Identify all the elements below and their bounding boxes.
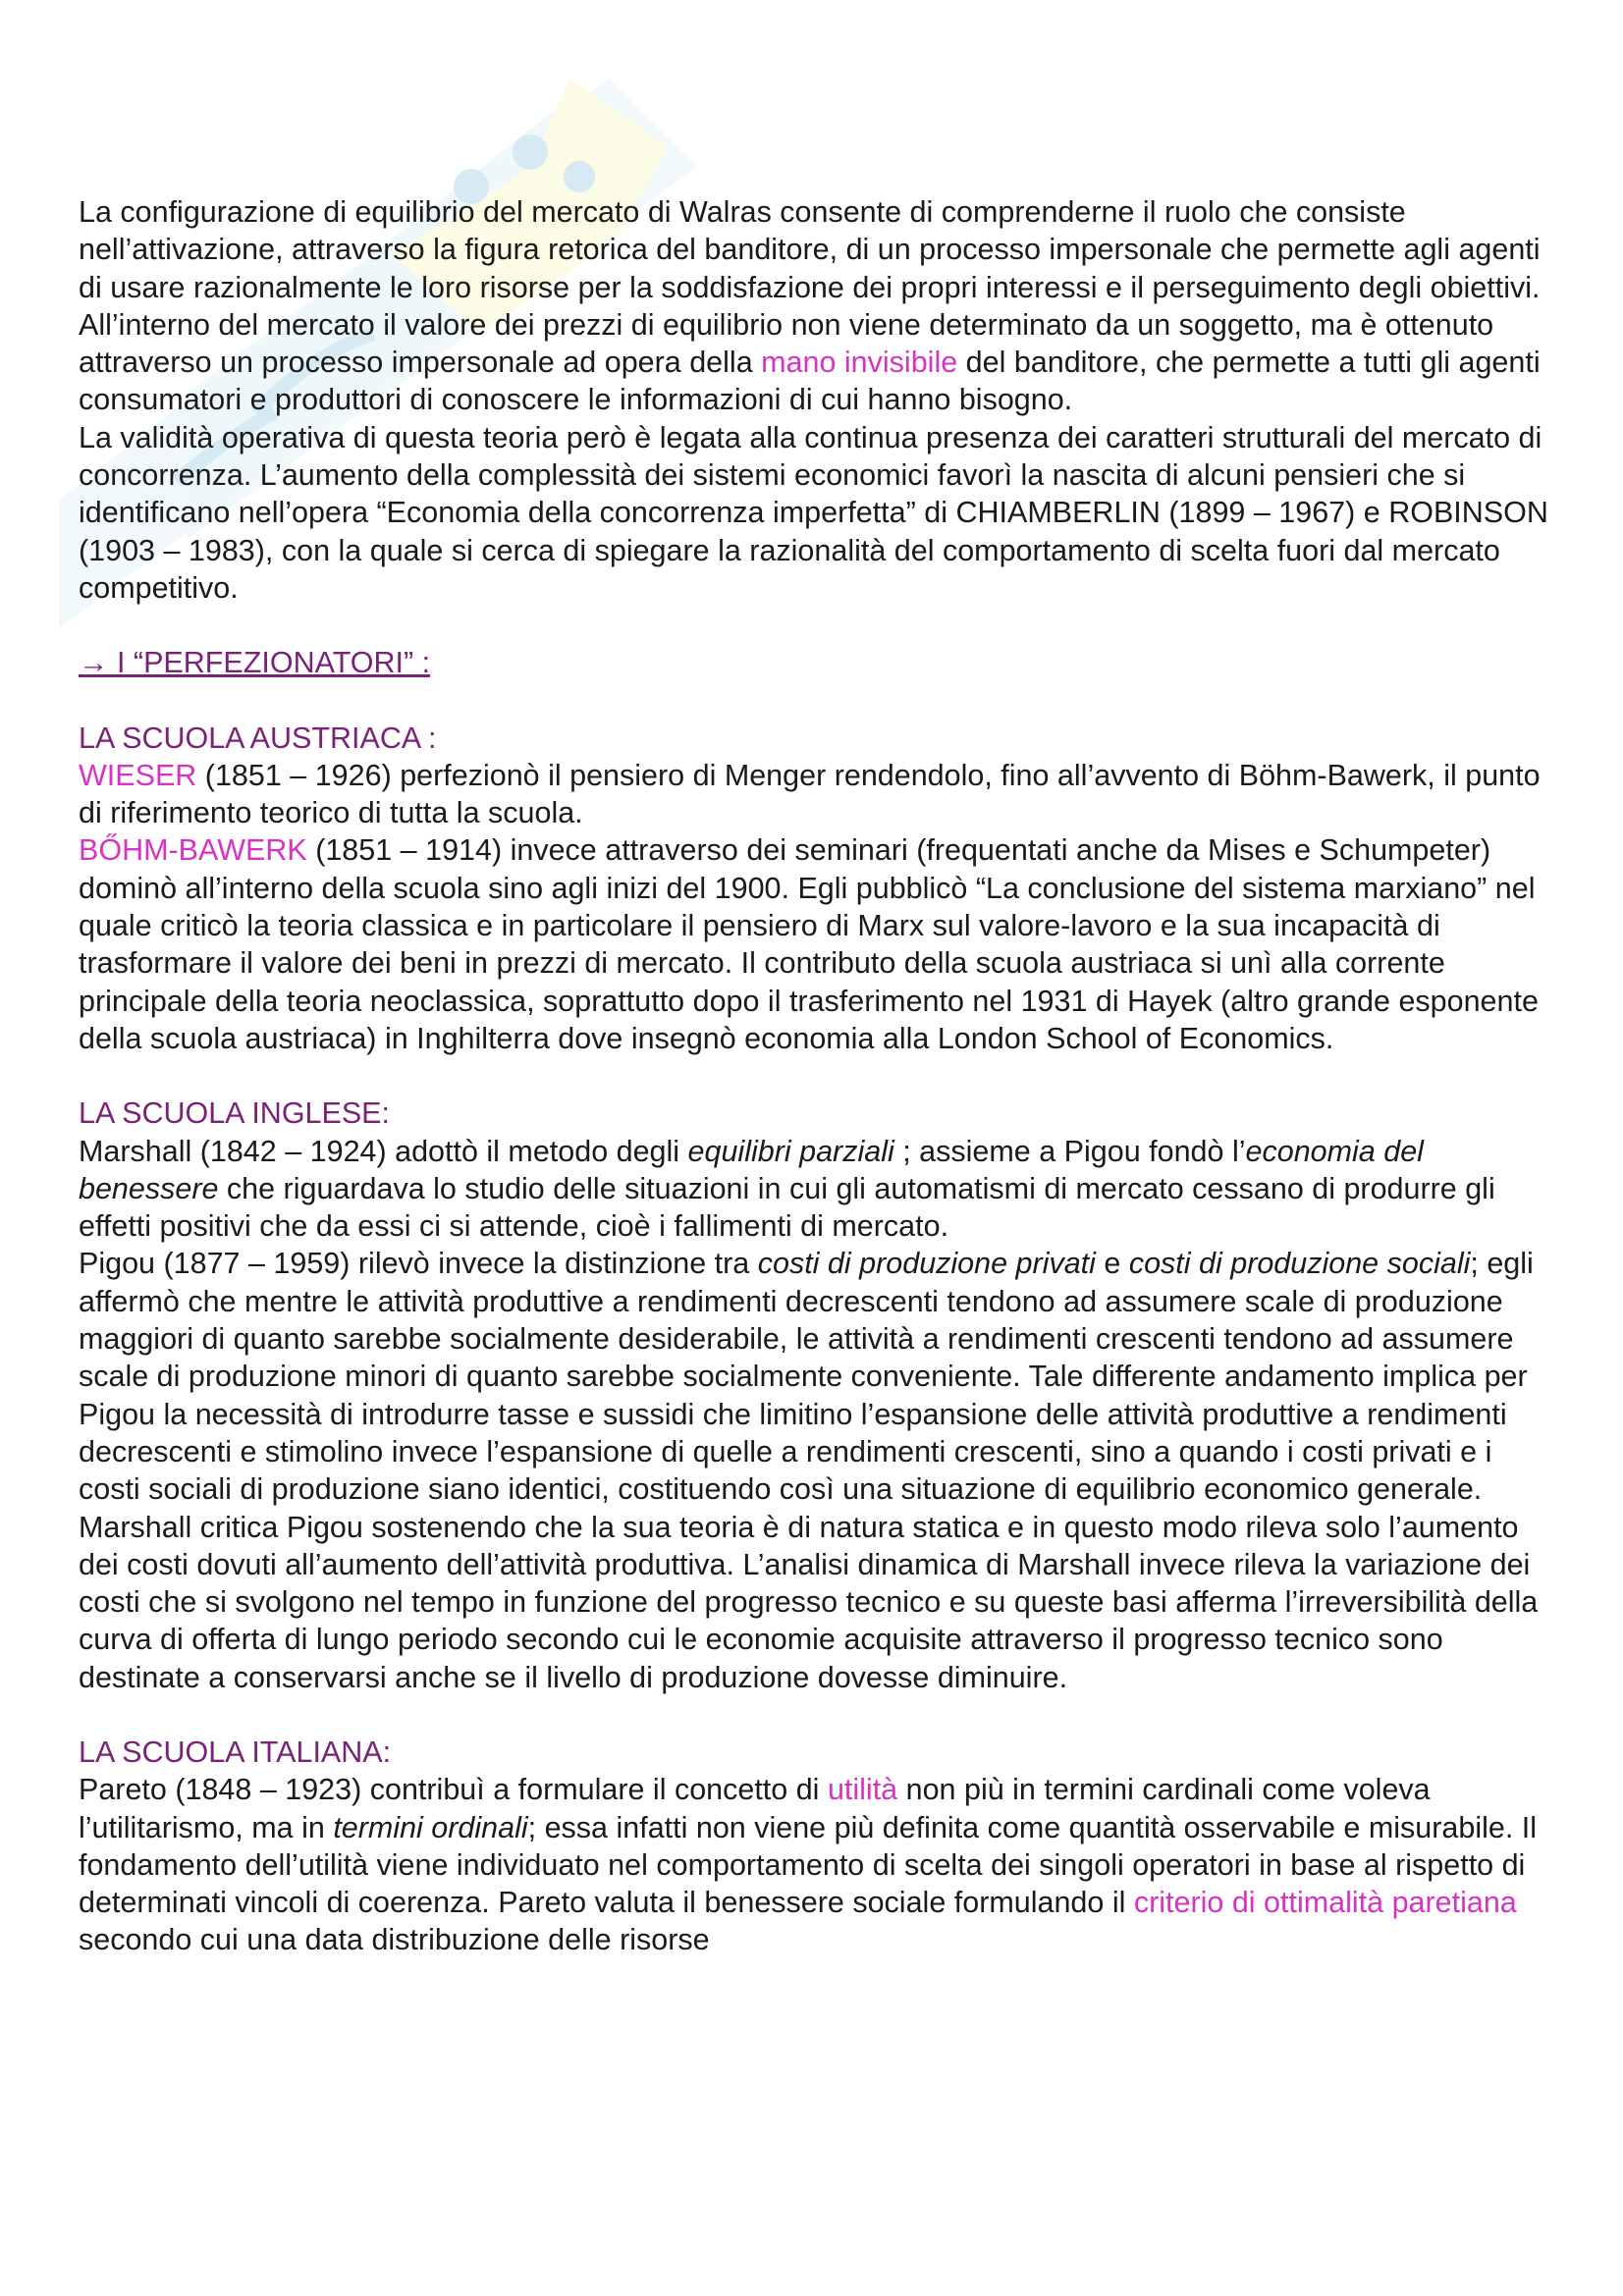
highlight-utilita: utilità: [827, 1773, 898, 1807]
marshall-critica-paragraph: Marshall critica Pigou sostenendo che la sua teoria è di natura statica e in questo modo rileva solo l’aumento dei costi dovuti all’aumento dell’attività produttiva. L’analisi dinamica di Marshall invece rileva la variazione dei costi che si svolgono nel tempo in funzione del progresso tecnico e su queste basi afferma l’irreversibilità della curva di offerta di lungo periodo secondo cui le economie acquisite attraverso il progresso tecnico sono destinate a conservarsi anche se il livello di produzione dovesse diminuire.: [79, 1510, 1539, 1694]
name-bohm-bawerk: BŐHM-BAWERK: [79, 833, 307, 868]
highlight-mano-invisibile: mano invisibile: [761, 346, 958, 380]
heading-scuola-inglese: LA SCUOLA INGLESE:: [79, 1096, 391, 1131]
arrow-right-icon: →: [79, 646, 109, 680]
highlight-criterio-paretiano: criterio di ottimalità paretiana: [1133, 1886, 1517, 1920]
marshall-paragraph: Marshall (1842 – 1924) adottò il metodo degli equilibri parziali ; assieme a Pigou fondò l’economia del benessere che riguardava lo studio delle situazioni in cui gli automatismi di mercato cessano di produrre gli effetti positivi che da essi ci si attende, cioè i fallimenti di mercato.: [79, 1134, 1495, 1244]
pigou-paragraph: Pigou (1877 – 1959) rilevò invece la distinzione tra costi di produzione privati e costi di produzione sociali; egli affermò che mentre le attività produttive a rendimenti decrescenti tendono ad assumere scale di produzione maggiori di quanto sarebbe socialmente desiderabile, le attività a rendimenti crescenti tendono ad assumere scale di produzione minori di quanto sarebbe socialmente conveniente. Tale differente andamento implica per Pigou la necessità di introdurre tasse e sussidi che limitino l’espansione delle attività produttive a rendimenti decrescenti e stimolino invece l’espansione di quelle a rendimenti crescenti, sino a quando i costi privati e i costi sociali di produzione siano identici, costituendo così una situazione di equilibrio economico generale.: [79, 1247, 1534, 1507]
perfezionatori-heading: → I “PERFEZIONATORI” :: [79, 646, 431, 680]
bohm-bawerk-paragraph: BŐHM-BAWERK (1851 – 1914) invece attraverso dei seminari (frequentati anche da Mises e Schumpeter) dominò all’interno della scuola sino agli inizi del 1900. Egli pubblicò “La conclusione del sistema marxiano” nel quale criticò la teoria classica e in particolare il pensiero di Marx sul valore-lavoro e la sua incapacità di trasformare il valore dei beni in prezzi di mercato. Il contributo della scuola austriaca si unì alla corrente principale della teoria neoclassica, soprattutto dopo il trasferimento nel 1931 di Hayek (altro grande esponente della scuola austriaca) in Inghilterra dove insegnò economia alla London School of Economics.: [79, 833, 1539, 1055]
document-body: [79, 193, 1551, 1959]
validity-paragraph: La validità operativa di questa teoria però è legata alla continua presenza dei caratteri strutturali del mercato di concorrenza. L’aumento della complessità dei sistemi economici favorì la nascita di alcuni pensieri che si identificano nell’opera “Economia della concorrenza imperfetta” di CHIAMBERLIN (1899 – 1967) e ROBINSON (1903 – 1983), con la quale si cerca di spiegare la razionalità del comportamento di scelta fuori dal mercato competitivo.: [79, 420, 1548, 605]
intro-paragraph: La configurazione di equilibrio del mercato di Walras consente di comprenderne il ruolo che consiste nell’attivazione, attraverso la figura retorica del banditore, di un processo impersonale che permette agli agenti di usare razionalmente le loro risorse per la soddisfazione dei propri interessi e il perseguimento degli obiettivi. All’interno del mercato il valore dei prezzi di equilibrio non viene determinato da un soggetto, ma è ottenuto attraverso un processo impersonale ad opera della mano invisibile del banditore, che permette a tutti gli agenti consumatori e produttori di conoscere le informazioni di cui hanno bisogno.: [79, 195, 1541, 417]
heading-scuola-italiana: LA SCUOLA ITALIANA:: [79, 1735, 392, 1769]
name-wieser: WIESER: [79, 758, 197, 792]
pareto-paragraph: Pareto (1848 – 1923) contribuì a formulare il concetto di utilità non più in termini cardinali come voleva l’utilitarismo, ma in termini ordinali; essa infatti non viene più definita come quantità osservabile e misurabile. Il fondamento dell’utilità viene individuato nel comportamento di scelta dei singoli operatori in base al rispetto di determinati vincoli di coerenza. Pareto valuta il benessere sociale formulando il criterio di ottimalità paretiana secondo cui una data distribuzione delle risorse: [79, 1773, 1538, 1957]
wieser-paragraph: WIESER (1851 – 1926) perfezionò il pensiero di Menger rendendolo, fino all’avvento di Böhm-Bawerk, il punto di riferimento teorico di tutta la scuola.: [79, 758, 1541, 830]
heading-scuola-austriaca: LA SCUOLA AUSTRIACA :: [79, 721, 437, 755]
